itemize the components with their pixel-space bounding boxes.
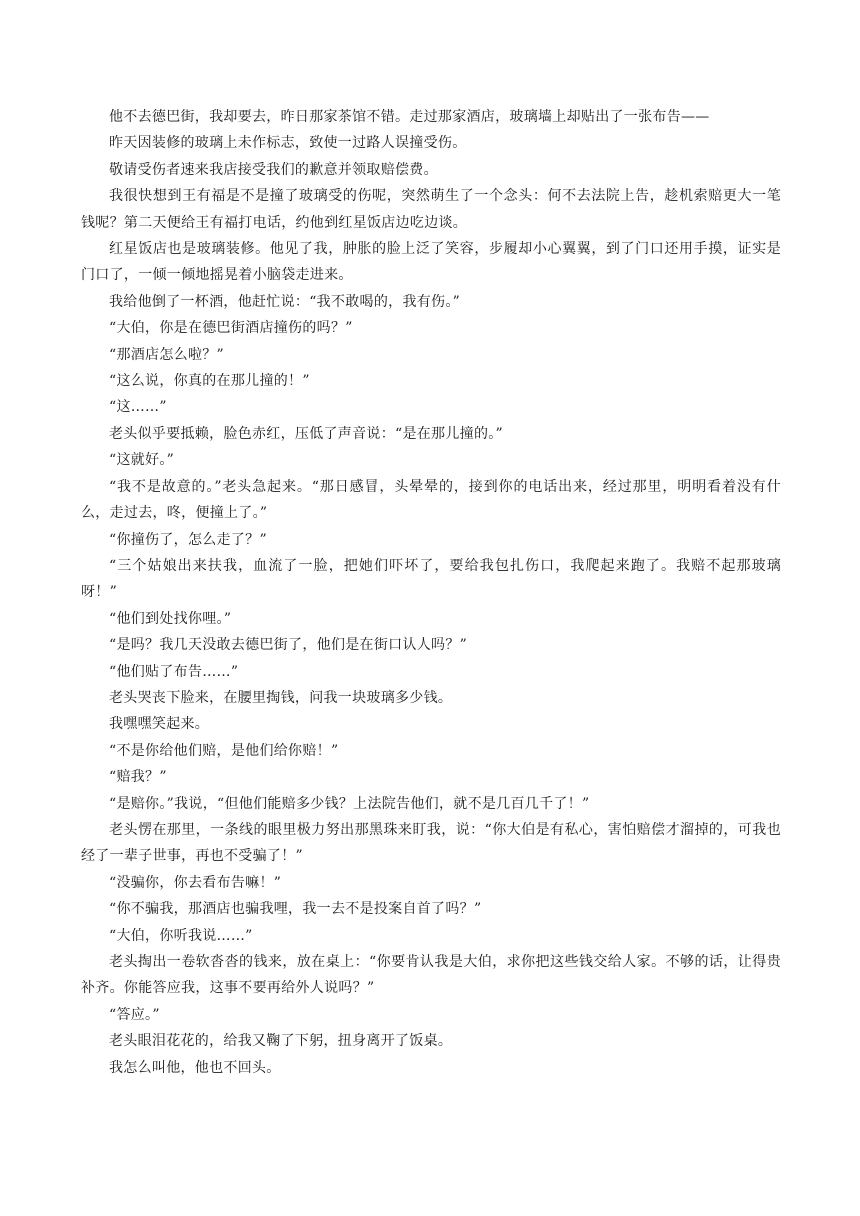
story-text	[81, 104, 781, 1081]
paragraph: 老头哭丧下脸来，在腰里掏钱，问我一块玻璃多少钱。	[109, 689, 453, 706]
paragraph: “他们到处找你哩。”	[109, 610, 232, 627]
paragraph: “这……”	[109, 399, 167, 416]
paragraph: 老头眼泪花花的，给我又鞠了下躬，扭身离开了饭桌。	[109, 1033, 453, 1050]
paragraph: “你不骗我，那酒店也骗我哩，我一去不是投案自首了吗？”	[109, 901, 482, 918]
paragraph: “你撞伤了，怎么走了？”	[109, 531, 267, 548]
paragraph: 老头掏出一卷软沓沓的钱来，放在桌上：“你要肯认我是大伯，求你把这些钱交给人家。不够的话，让得贵补齐。你能答应我，这事不要再给外人说吗？”	[81, 954, 781, 997]
paragraph: “是吗？我几天没敢去德巴街了，他们是在街口认人吗？”	[109, 637, 468, 654]
paragraph: “不是你给他们赔，是他们给你赔！”	[109, 742, 339, 759]
paragraph: 老头愣在那里，一条线的眼里极力努出那黑珠来盯我，说：“你大伯是有私心，害怕赔偿才溜掉的，可我也经了一辈子世事，再也不受骗了！”	[81, 821, 781, 865]
paragraph: “我不是故意的。”老头急起来。“那日感冒，头晕晕的，接到你的电话出来，经过那里，明明看着没有什么，走过去，咚，便撞上了。”	[81, 478, 781, 522]
paragraph: 我嘿嘿笑起来。	[109, 716, 210, 733]
paragraph: “他们贴了布告……”	[109, 663, 239, 680]
paragraph: 我怎么叫他，他也不回头。	[109, 1059, 281, 1076]
paragraph: 红星饭店也是玻璃装修。他见了我，肿胀的脸上泛了笑容，步履却小心翼翼，到了门口还用手摸，证实是门口了，一倾一倾地摇晃着小脑袋走进来。	[81, 241, 781, 284]
paragraph: “这么说，你真的在那儿撞的！”	[109, 373, 310, 390]
paragraph: “答应。”	[109, 1006, 160, 1023]
paragraph: “赔我？”	[109, 769, 167, 786]
paragraph: 敬请受伤者速来我店接受我们的歉意并领取赔偿费。	[109, 161, 438, 178]
paragraph: “这就好。”	[109, 452, 175, 469]
paragraph: 老头似乎要抵赖，脸色赤红，压低了声音说：“是在那儿撞的。”	[109, 425, 504, 442]
paragraph: “大伯，你是在德巴街酒店撞伤的吗？”	[109, 320, 353, 337]
paragraph: “没骗你，你去看布告嘛！”	[109, 874, 282, 891]
paragraph: “三个姑娘出来扶我，血流了一脸，把她们吓坏了，要给我包扎伤口，我爬起来跑了。我赔不起那玻璃呀！”	[81, 557, 781, 601]
paragraph: “大伯，你听我说……”	[109, 927, 253, 944]
paragraph: “那酒店怎么啦？”	[109, 346, 225, 363]
paragraph: 他不去德巴街，我却要去，昨日那家茶馆不错。走过那家酒店，玻璃墙上却贴出了一张布告——	[109, 109, 710, 125]
paragraph: “是赔你。”我说，“但他们能赔多少钱？上法院告他们，就不是几百几千了！”	[109, 795, 590, 812]
paragraph: 我很快想到王有福是不是撞了玻璃受的伤呢，突然萌生了一个念头：何不去法院上告，趁机索赔更大一笔钱呢？第二天便给王有福打电话，约他到红星饭店边吃边谈。	[81, 188, 781, 231]
paragraph: 我给他倒了一杯酒，他赶忙说：“我不敢喝的，我有伤。”	[109, 293, 461, 310]
paragraph: 昨天因装修的玻璃上未作标志，致使一过路人误撞受伤。	[109, 135, 467, 152]
